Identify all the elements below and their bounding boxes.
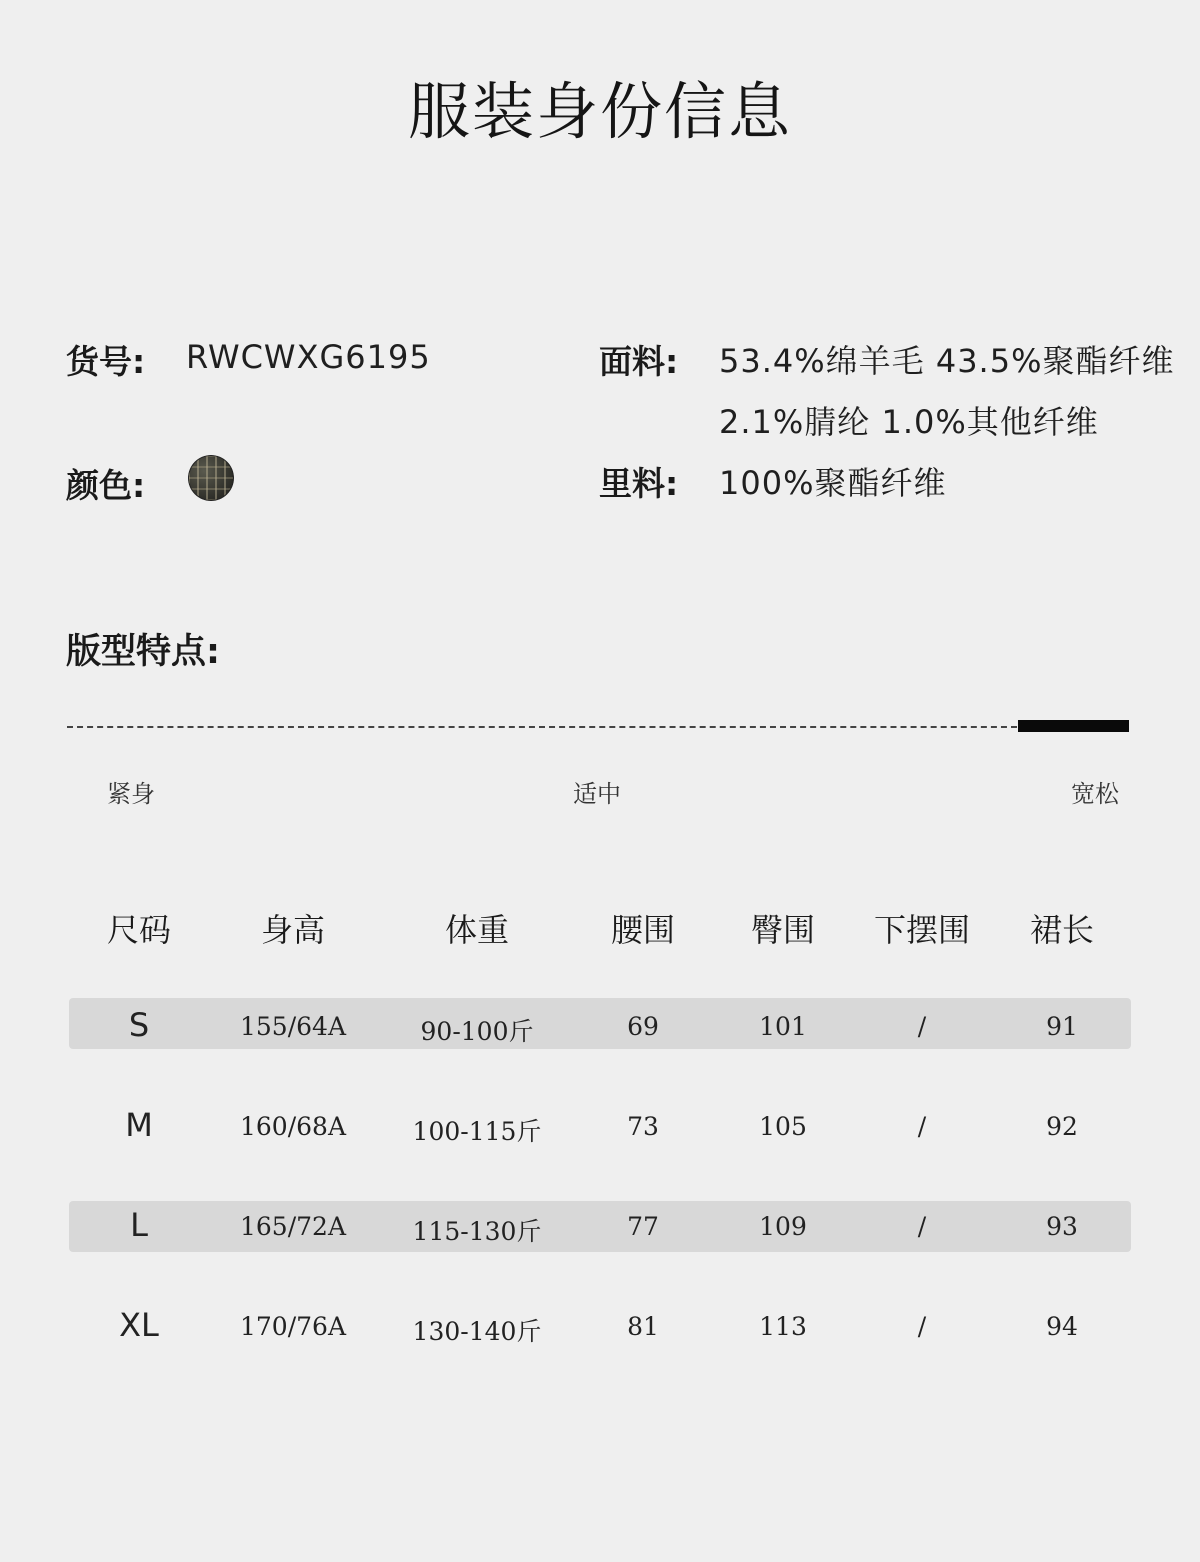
color-label: 颜色: [66, 466, 146, 505]
header-hem: 下摆围 [873, 911, 971, 949]
header-height: 身高 [260, 911, 326, 949]
header-waist: 腰围 [610, 911, 676, 949]
fit-scale-line [67, 726, 1017, 728]
page-title: 服装身份信息 [407, 75, 792, 148]
cell-height: 155/64A [239, 1012, 347, 1041]
cell-size: M [125, 1106, 153, 1144]
cell-length: 92 [1046, 1112, 1078, 1141]
fit-label-tight: 紧身 [107, 780, 155, 808]
cell-hip: 101 [759, 1012, 807, 1041]
cell-weight: 90-100斤 [420, 1017, 534, 1046]
cell-weight: 100-115斤 [412, 1117, 542, 1146]
cell-size: XL [119, 1306, 159, 1344]
fabric-line-1: 53.4%绵羊毛 43.5%聚酯纤维 [719, 342, 1175, 380]
cell-waist: 69 [627, 1012, 659, 1041]
cell-size: L [130, 1206, 148, 1244]
cell-height: 160/68A [239, 1112, 347, 1141]
cell-length: 93 [1046, 1212, 1078, 1241]
cell-hip: 113 [759, 1312, 807, 1341]
fit-label-loose: 宽松 [1071, 780, 1119, 808]
header-weight: 体重 [444, 911, 510, 949]
cell-height: 165/72A [239, 1212, 347, 1241]
cell-weight: 130-140斤 [412, 1317, 542, 1346]
cell-waist: 81 [627, 1312, 659, 1341]
cell-hip: 105 [759, 1112, 807, 1141]
cell-length: 91 [1046, 1012, 1078, 1041]
header-hip: 臀围 [750, 911, 816, 949]
row-highlight [69, 998, 1131, 1049]
lining-value: 100%聚酯纤维 [719, 464, 947, 502]
cell-weight: 115-130斤 [412, 1217, 542, 1246]
cell-height: 170/76A [239, 1312, 347, 1341]
row-highlight [69, 1201, 1131, 1252]
cell-waist: 73 [627, 1112, 659, 1141]
cell-waist: 77 [627, 1212, 659, 1241]
header-size: 尺码 [106, 911, 172, 949]
fit-title: 版型特点: [66, 632, 220, 672]
cell-hem: / [917, 1012, 927, 1041]
fabric-label: 面料: [599, 342, 679, 381]
cell-hem: / [917, 1312, 927, 1341]
header-length: 裙长 [1029, 911, 1095, 949]
sku-label: 货号: [66, 342, 146, 381]
fit-label-regular: 适中 [573, 780, 621, 808]
lining-label: 里料: [599, 464, 679, 503]
cell-size: S [128, 1006, 150, 1044]
cell-length: 94 [1046, 1312, 1078, 1341]
color-swatch [188, 455, 234, 501]
cell-hem: / [917, 1212, 927, 1241]
sku-value: RWCWXG6195 [186, 338, 431, 376]
fit-selected-marker [1018, 720, 1129, 732]
fabric-line-2: 2.1%腈纶 1.0%其他纤维 [719, 403, 1099, 441]
cell-hem: / [917, 1112, 927, 1141]
cell-hip: 109 [759, 1212, 807, 1241]
